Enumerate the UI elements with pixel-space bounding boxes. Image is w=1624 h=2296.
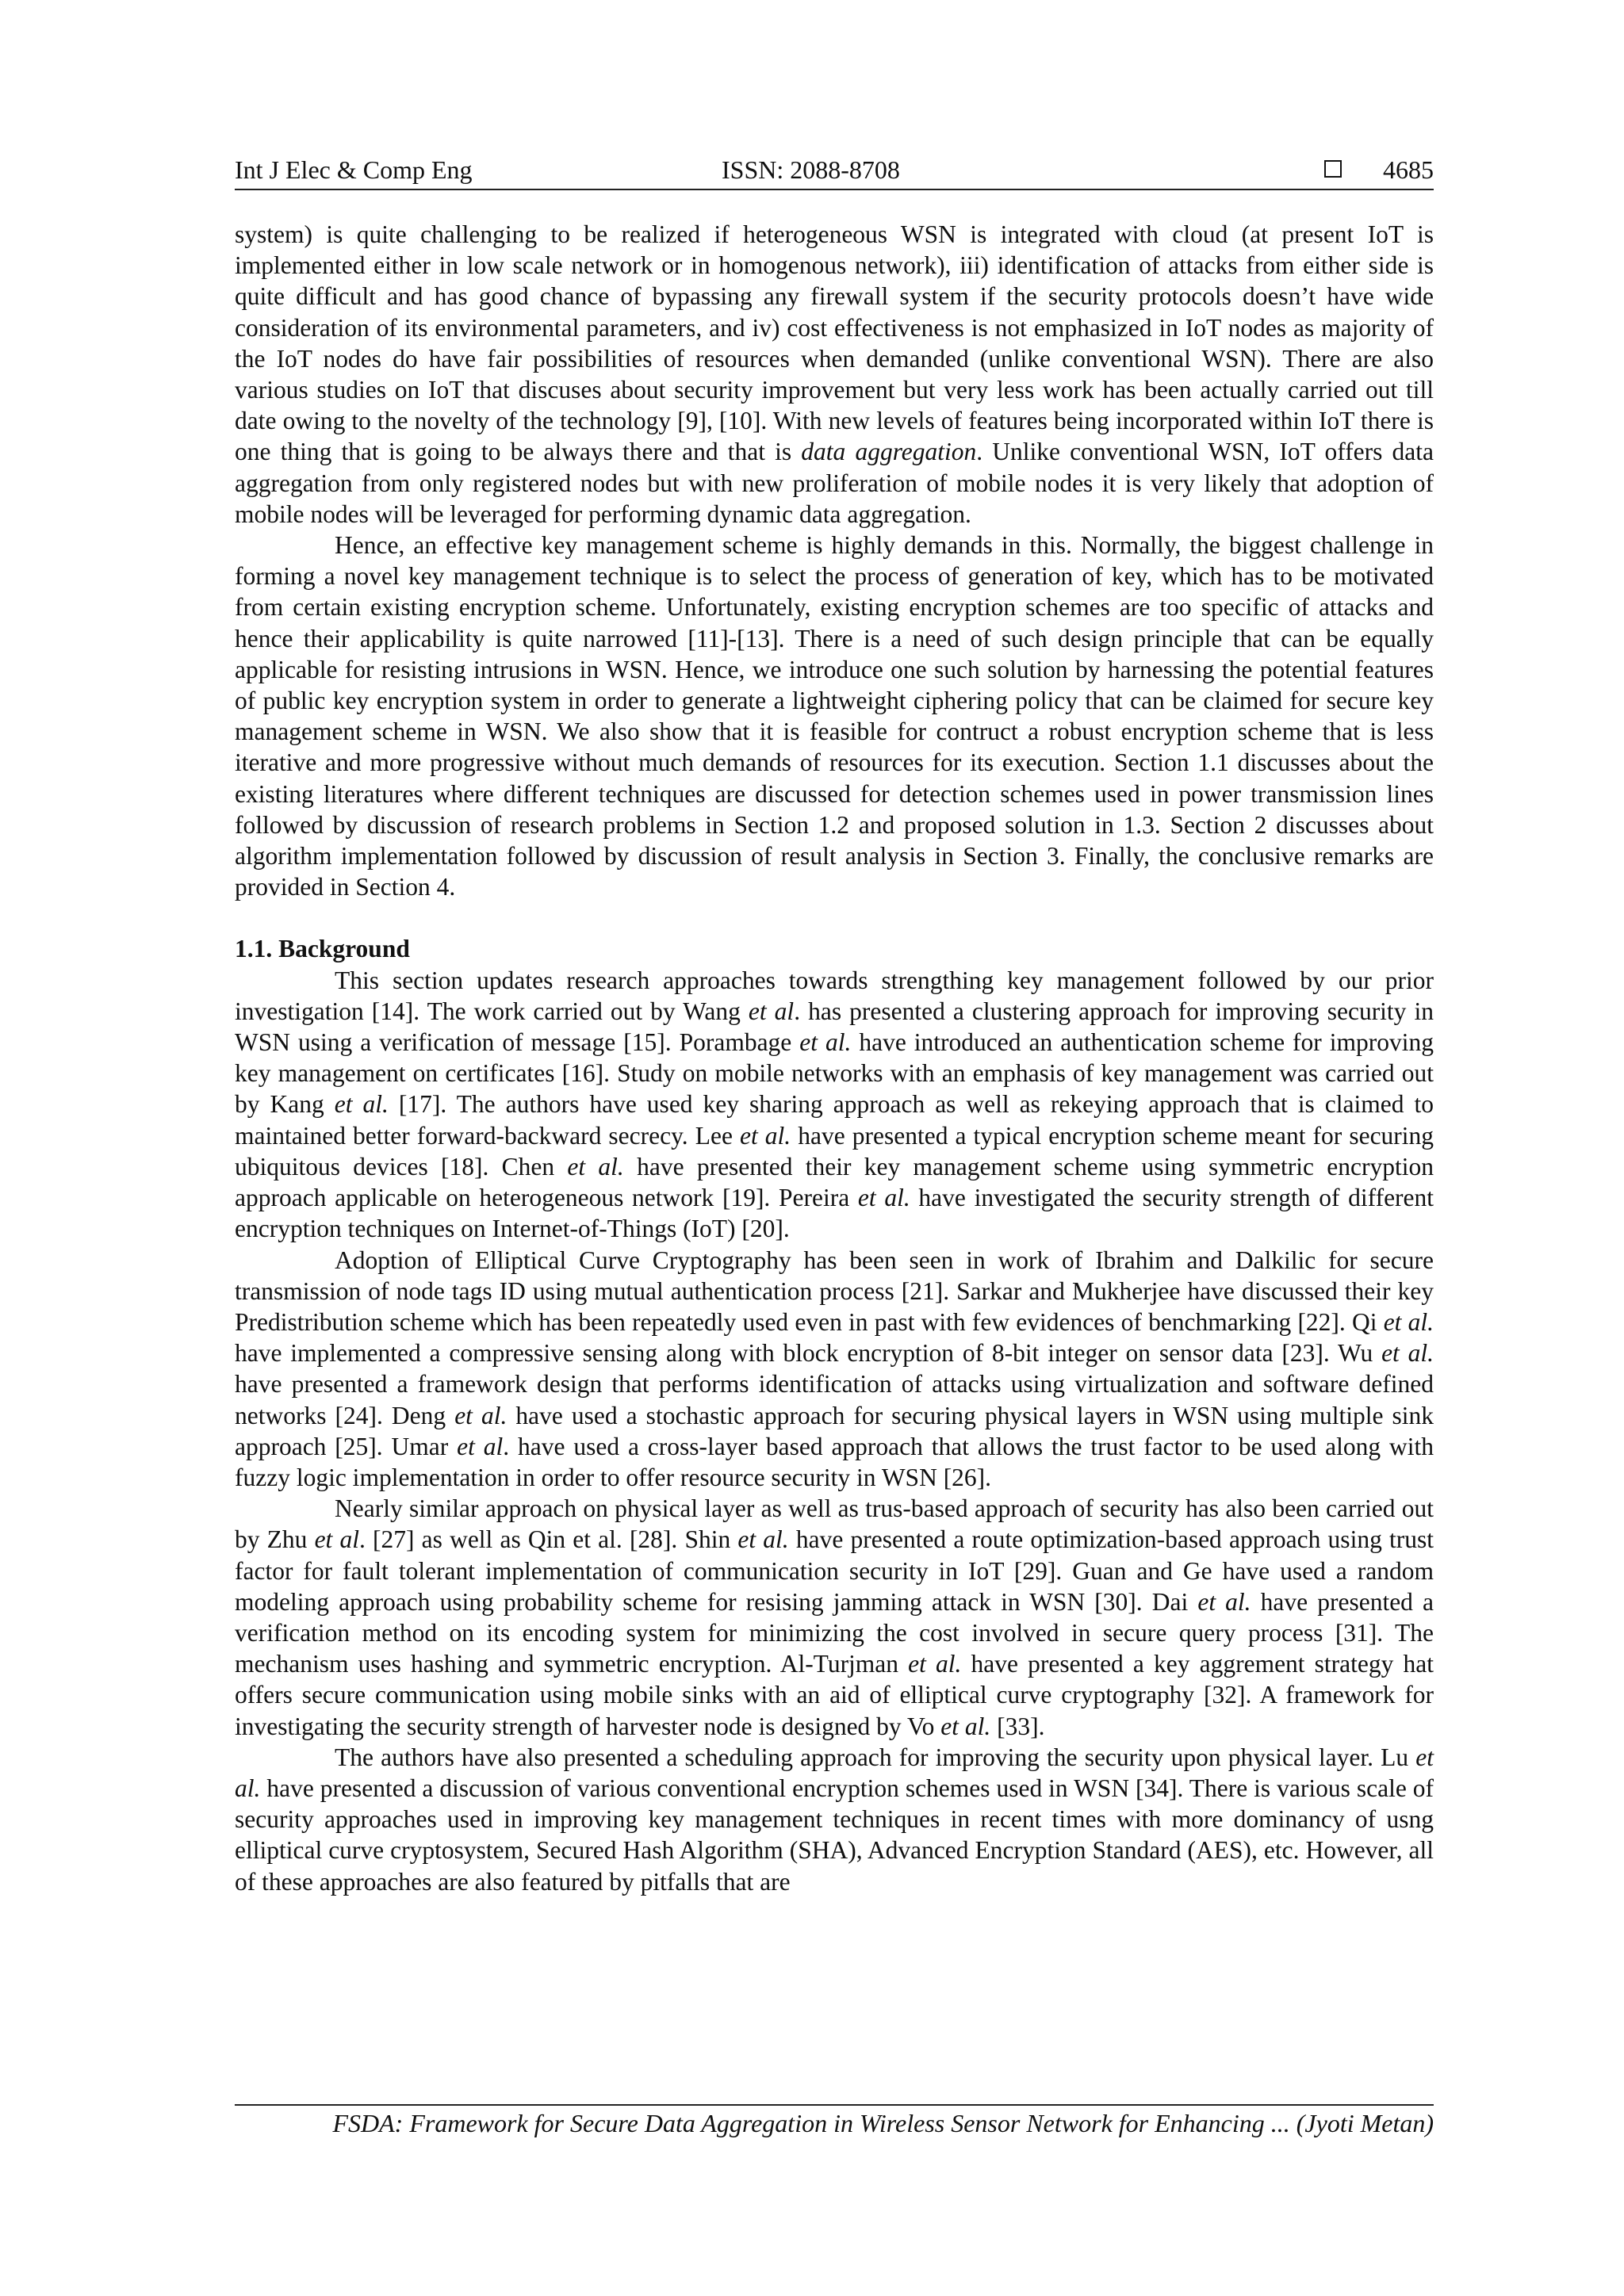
- italic-etal: et al.: [740, 1121, 791, 1150]
- italic-etal: et al: [748, 997, 795, 1025]
- italic-term: data aggregation: [801, 438, 977, 466]
- italic-etal: et al.: [454, 1401, 508, 1429]
- running-title: FSDA: Framework for Secure Data Aggregation in Wireless Sensor Network for Enhancing ... (Jyoti Metan): [332, 2109, 1434, 2137]
- italic-etal: et al: [314, 1525, 359, 1554]
- paragraph: Nearly similar approach on physical layer as well as trus-based approach of security has also been carried out by Zhu et al. [27] as well as Qin et al. [28]. Shin et al. have presented a route optimization-based approach using trust factor for fault tolerant implementation of communication security in IoT [29]. Guan and Ge have used a random modeling approach using probability scheme for resising jamming attack in WSN [30]. Dai et al. have presented a verification method on its encoding system for minimizing the cost involved in secure query process [31]. The mechanism uses hashing and symmetric encryption. Al-Turjman et al. have presented a key aggrement strategy hat offers secure communication using mobile sinks with an aid of elliptical curve cryptography [32]. A framework for investigating the security strength of harvester node is designed by Vo et al. [33].: [235, 1494, 1434, 1740]
- italic-etal: et al.: [235, 1743, 1434, 1802]
- journal-name: Int J Elec & Comp Eng: [235, 155, 473, 184]
- page-header: [235, 155, 1434, 190]
- body-text: [235, 219, 1434, 1897]
- italic-etal: et al.: [1197, 1587, 1251, 1616]
- italic-etal: et al.: [1381, 1339, 1434, 1368]
- paragraph: Hence, an effective key management scheme is highly demands in this. Normally, the biggest challenge in forming a novel key management technique is to select the process of generation of key, which has to be motivated from certain existing encryption scheme. Unfortunately, existing encryption schemes are too specific of attacks and hence their applicability is quite narrowed [11]-[13]. There is a need of such design principle that can be equally applicable for resisting intrusions in WSN. Hence, we introduce one such solution by harnessing the potential features of public key encryption system in order to generate a lightweight ciphering policy that can be claimed for secure key management scheme in WSN. We also show that it is feasible for contruct a robust encryption scheme that is less iterative and more progressive without much demands of resources for its execution. Section 1.1 discusses about the existing literatures where different techniques are discussed for detection schemes used in power transmission lines followed by discussion of research problems in Section 1.2 and proposed solution in 1.3. Section 2 discusses about algorithm implementation followed by discussion of result analysis in Section 3. Finally, the conclusive remarks are provided in Section 4.: [235, 531, 1434, 901]
- paragraph: system) is quite challenging to be realized if heterogeneous WSN is integrated with cloud (at present IoT is implemented either in low scale network or in homogenous network), iii) identification of attacks from either side is quite difficult and has good chance of bypassing any firewall system if the security protocols doesn’t have wide consideration of its environmental parameters, and iv) cost effectiveness is not emphasized in IoT nodes as majority of the IoT nodes do have fair possibilities of resources when demanded (unlike conventional WSN). There are also various studies on IoT that discuses about security improvement but very less work has been actually carried out till date owing to the novelty of the technology [9], [10]. With new levels of features being incorporated within IoT there is one thing that is going to be always there and that is data aggregation. Unlike conventional WSN, IoT offers data aggregation from only registered nodes but with new proliferation of mobile nodes it is very likely that adoption of mobile nodes will be leveraged for performing dynamic data aggregation.: [235, 220, 1434, 528]
- paragraph: This section updates research approaches towards strengthing key management followed by our prior investigation [14]. The work carried out by Wang et al. has presented a clustering approach for improving security in WSN using a verification of message [15]. Porambage et al. have introduced an authentication scheme for improving key management on certificates [16]. Study on mobile networks with an emphasis of key management was carried out by Kang et al. [17]. The authors have used key sharing approach as well as rekeying approach that is claimed to maintained better forward-backward secrecy. Lee et al. have presented a typical encryption scheme meant for securing ubiquitous devices [18]. Chen et al. have presented their key management scheme using symmetric encryption approach applicable on heterogeneous network [19]. Pereira et al. have investigated the security strength of different encryption techniques on Internet-of-Things (IoT) [20].: [235, 966, 1434, 1243]
- italic-etal: et al.: [737, 1525, 789, 1554]
- italic-etal: et al.: [334, 1090, 389, 1119]
- italic-etal: et al.: [940, 1712, 991, 1740]
- italic-etal: et al.: [1383, 1307, 1434, 1336]
- page-number: 4685: [1383, 155, 1434, 184]
- issn: ISSN: 2088-8708: [722, 155, 900, 184]
- paragraph: Adoption of Elliptical Curve Cryptography has been seen in work of Ibrahim and Dalkilic for secure transmission of node tags ID using mutual authentication process [21]. Sarkar and Mukherjee have discussed their key Predistribution scheme which has been repeatedly used even in past with few evidences of benchmarking [22]. Qi et al. have implemented a compressive sensing along with block encryption of 8-bit integer on sensor data [23]. Wu et al. have presented a framework design that performs identification of attacks using virtualization and software defined networks [24]. Deng et al. have used a stochastic approach for securing physical layers in WSN using multiple sink approach [25]. Umar et al. have used a cross-layer based approach that allows the trust factor to be used along with fuzzy logic implementation in order to offer resource security in WSN [26].: [235, 1246, 1434, 1491]
- square-box-icon: [1324, 160, 1342, 178]
- section-heading: 1.1. Background: [235, 935, 410, 963]
- italic-etal: et al.: [799, 1028, 852, 1057]
- italic-etal: et al: [457, 1432, 504, 1460]
- italic-etal: et al.: [567, 1152, 624, 1181]
- page-footer: [235, 2104, 1434, 2138]
- paragraph: The authors have also presented a scheduling approach for improving the security upon physical layer. Lu et al. have presented a discussion of various conventional encryption schemes used in WSN [34]. There is various scale of security approaches used in improving key management techniques in recent times with more dominancy of usng elliptical curve cryptosystem, Secured Hash Algorithm (SHA), Advanced Encryption Standard (AES), etc. However, all of these approaches are also featured by pitfalls that are: [235, 1743, 1434, 1896]
- italic-etal: et al.: [908, 1650, 962, 1678]
- italic-etal: et al.: [857, 1184, 910, 1212]
